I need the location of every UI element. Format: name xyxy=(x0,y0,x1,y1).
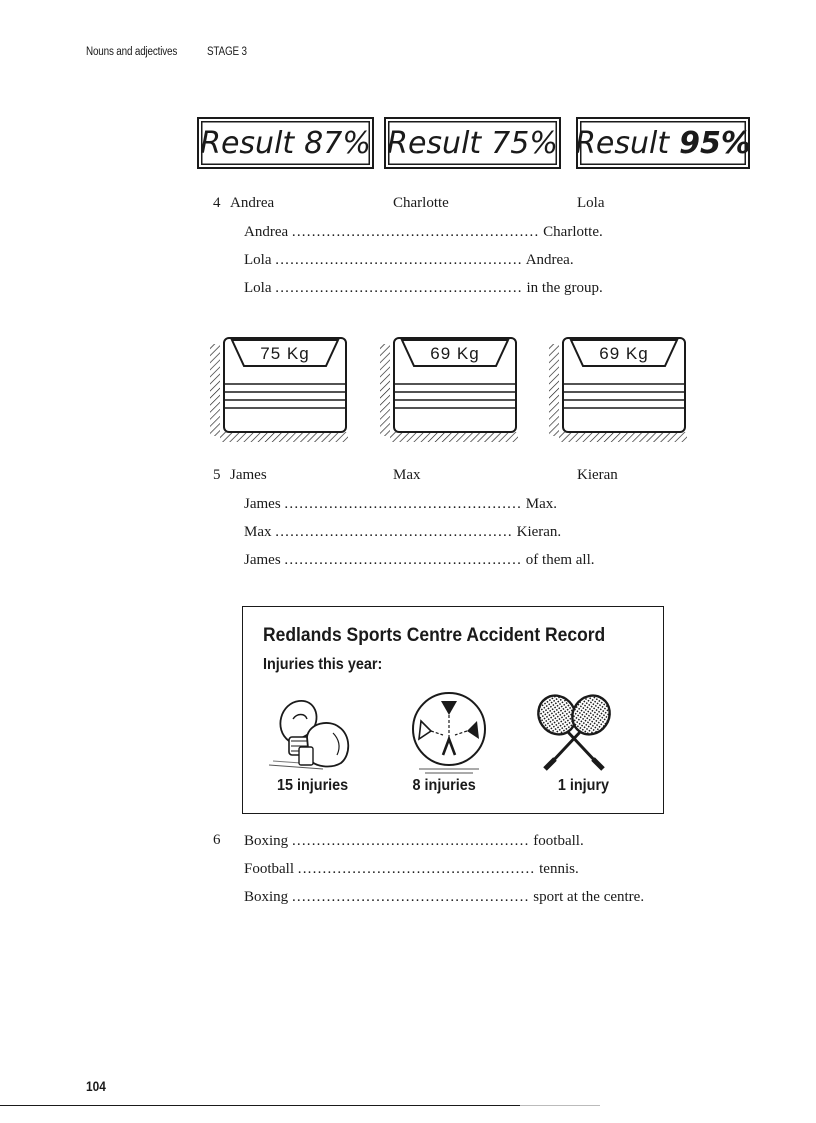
exercise-5-number: 5 xyxy=(213,467,221,483)
page-number: 104 xyxy=(86,1078,106,1094)
exercise-5-name-1: James xyxy=(230,467,267,483)
answer-blank: ................................................ xyxy=(284,496,523,512)
result-box-2 xyxy=(384,117,561,169)
weighing-scale-1 xyxy=(210,334,350,444)
line-start: Boxing xyxy=(244,889,289,905)
injury-count-boxing: 15 injuries xyxy=(276,777,349,794)
exercise-4-line-1 xyxy=(244,224,603,241)
line-end: Max. xyxy=(525,496,558,512)
record-subtitle: Injuries this year: xyxy=(263,656,383,673)
footer-rule xyxy=(0,1105,600,1106)
exercise-5-line-3 xyxy=(244,552,595,569)
result-value: 95% xyxy=(679,125,751,161)
exercise-6-line-2 xyxy=(244,861,579,878)
accident-record-box xyxy=(242,606,664,814)
answer-blank: .................................................. xyxy=(275,252,523,268)
answer-blank: .................................................. xyxy=(291,224,540,240)
exercise-5-name-2: Max xyxy=(393,467,421,483)
answer-blank: ................................................ xyxy=(291,833,530,849)
result-value: 75% xyxy=(491,125,558,161)
line-end: Andrea. xyxy=(525,252,574,268)
line-start: Andrea xyxy=(244,224,289,240)
result-label: Result xyxy=(200,125,295,161)
answer-blank: ................................................ xyxy=(284,552,523,568)
exercise-4-line-3 xyxy=(244,280,603,297)
result-label: Result xyxy=(575,125,670,161)
football-icon xyxy=(407,685,491,782)
line-end: tennis. xyxy=(539,861,579,877)
weighing-scale-2 xyxy=(380,334,520,444)
line-start: Lola xyxy=(244,280,272,296)
result-label: Result xyxy=(387,125,482,161)
line-end: Charlotte. xyxy=(543,224,603,240)
line-start: James xyxy=(244,552,281,568)
exercise-4-name-2: Charlotte xyxy=(393,195,449,211)
tennis-rackets-icon xyxy=(523,689,623,778)
scale-reading: 69 Kg xyxy=(599,344,649,363)
line-end: of them all. xyxy=(525,552,595,568)
exercise-5-name-3: Kieran xyxy=(577,467,618,483)
line-start: Football xyxy=(244,861,295,877)
line-end: Kieran. xyxy=(516,524,562,540)
exercise-6-number: 6 xyxy=(213,832,221,848)
answer-blank: ................................................ xyxy=(297,861,536,877)
answer-blank: .................................................. xyxy=(275,280,523,296)
exercise-6-line-3 xyxy=(244,889,644,906)
line-end: sport at the centre. xyxy=(533,889,645,905)
result-box-3 xyxy=(576,117,750,169)
line-start: Lola xyxy=(244,252,272,268)
injury-count-tennis: 1 injury xyxy=(557,777,610,794)
boxing-gloves-icon xyxy=(263,689,359,780)
record-title: Redlands Sports Centre Accident Record xyxy=(263,625,606,646)
answer-blank: ................................................ xyxy=(291,889,530,905)
footer-rule-faint xyxy=(520,1105,600,1106)
exercise-5-line-2 xyxy=(244,524,561,541)
exercise-5-line-1 xyxy=(244,496,557,513)
injury-count-football: 8 injuries xyxy=(412,777,476,794)
running-header-stage: STAGE 3 xyxy=(207,46,247,58)
weighing-scale-3 xyxy=(549,334,689,444)
line-start: James xyxy=(244,496,281,512)
exercise-4-number: 4 xyxy=(213,195,221,211)
exercise-4-name-1: Andrea xyxy=(230,195,275,211)
exercise-4-line-2 xyxy=(244,252,574,269)
exercise-4-name-3: Lola xyxy=(577,195,605,211)
result-value: 87% xyxy=(304,125,371,161)
line-start: Boxing xyxy=(244,833,289,849)
scale-reading: 69 Kg xyxy=(430,344,480,363)
running-header-title: Nouns and adjectives xyxy=(86,46,178,58)
line-end: in the group. xyxy=(526,280,603,296)
result-box-1 xyxy=(197,117,374,169)
scale-reading: 75 Kg xyxy=(260,344,310,363)
answer-blank: ................................................ xyxy=(275,524,513,540)
exercise-6-line-1 xyxy=(244,833,584,850)
line-end: football. xyxy=(533,833,584,849)
line-start: Max xyxy=(244,524,272,540)
